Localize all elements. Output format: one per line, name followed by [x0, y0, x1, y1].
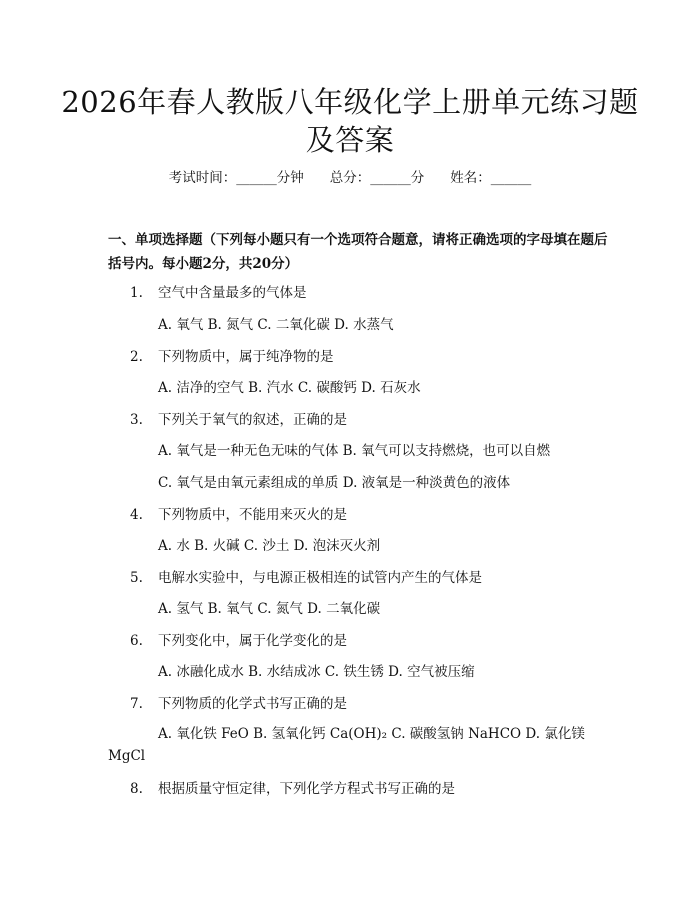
- question-6-options: A. 冰融化成水 B. 水结成冰 C. 铁生锈 D. 空气被压缩: [158, 664, 475, 680]
- score-blank: ______: [370, 170, 411, 186]
- question-1: [130, 283, 307, 303]
- name-blank: ______: [490, 170, 532, 186]
- question-7: [130, 694, 347, 714]
- question-number: 1.: [130, 285, 143, 301]
- question-number: 3.: [130, 412, 143, 428]
- time-unit: 分钟: [276, 170, 304, 186]
- question-3-options-line-2: C. 氧气是由氧元素组成的单质 D. 液氧是一种淡黄色的液体: [158, 475, 511, 491]
- question-number: 5.: [130, 570, 143, 586]
- score-unit: 分: [410, 170, 425, 186]
- score-label: 总分：: [329, 170, 371, 186]
- question-number: 2.: [130, 349, 143, 365]
- question-3: [130, 410, 347, 430]
- question-6: [130, 631, 347, 651]
- question-2-options: A. 洁净的空气 B. 汽水 C. 碳酸钙 D. 石灰水: [158, 380, 421, 396]
- question-3-options-line-1: A. 氧气是一种无色无味的气体 B. 氧气可以支持燃烧，也可以自燃: [158, 443, 551, 459]
- question-text: 电解水实验中，与电源正极相连的试管内产生的气体是: [158, 570, 482, 586]
- question-4: [130, 505, 347, 525]
- question-5-options: A. 氢气 B. 氧气 C. 氮气 D. 二氧化碳: [158, 601, 381, 617]
- question-text: 下列关于氧气的叙述，正确的是: [158, 412, 347, 428]
- question-text: 下列物质的化学式书写正确的是: [158, 696, 347, 712]
- time-blank: ______: [236, 170, 277, 186]
- question-text: 根据质量守恒定律，下列化学方程式书写正确的是: [158, 781, 455, 797]
- question-text: 下列变化中，属于化学变化的是: [158, 633, 347, 649]
- question-number: 8.: [130, 781, 143, 797]
- section-heading: 一、单项选择题（下列每小题只有一个选项符合题意，请将正确选项的字母填在题后括号内。每小题2分，共20分）: [108, 232, 608, 272]
- question-7-options: A. 氧化铁 FeO B. 氢氧化钙 Ca(OH)₂ C. 碳酸氢钠 NaHCO D. 氯化镁 MgCl: [108, 726, 585, 764]
- question-text: 下列物质中，属于纯净物的是: [158, 349, 334, 365]
- question-8: [130, 779, 455, 799]
- time-label: 考试时间：: [168, 170, 237, 186]
- question-text: 空气中含量最多的气体是: [158, 285, 307, 301]
- name-label: 姓名：: [450, 170, 491, 186]
- question-number: 4.: [130, 507, 143, 523]
- page-title: 2026年春人教版八年级化学上册单元练习题及答案: [61, 85, 639, 157]
- question-4-options: A. 水 B. 火碱 C. 沙土 D. 泡沫灭火剂: [158, 538, 381, 554]
- question-2: [130, 347, 334, 367]
- question-number: 7.: [130, 696, 143, 712]
- exam-meta: [0, 168, 700, 188]
- question-5: [130, 568, 482, 588]
- question-1-options: A. 氧气 B. 氮气 C. 二氧化碳 D. 水蒸气: [158, 317, 394, 333]
- question-text: 下列物质中，不能用来灭火的是: [158, 507, 347, 523]
- question-number: 6.: [130, 633, 143, 649]
